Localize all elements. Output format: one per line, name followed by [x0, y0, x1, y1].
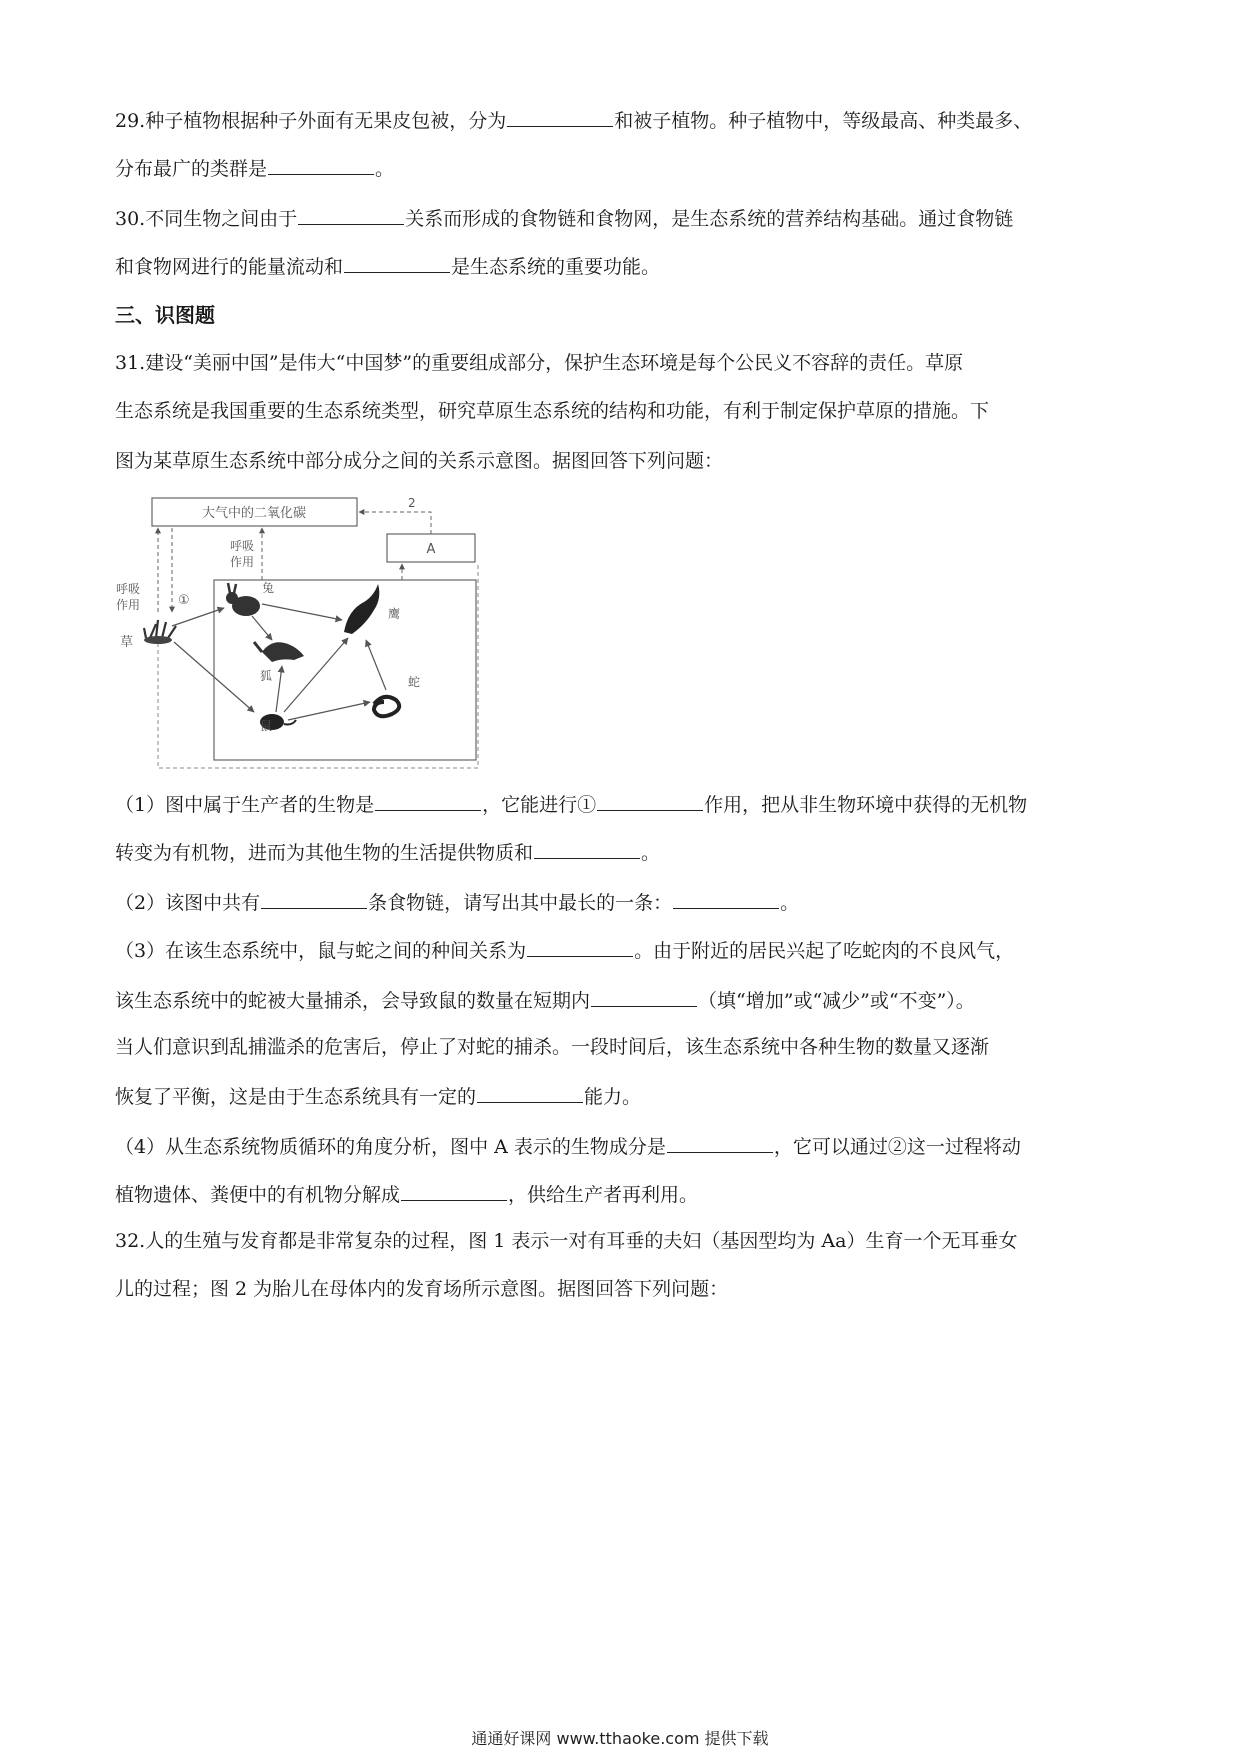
- q32-line-2: 儿的过程；图 2 为胎儿在母体内的发育场所示意图。据图回答下列问题：: [115, 1278, 729, 1300]
- q31-part1-line-1: [115, 790, 1027, 818]
- snake: [374, 697, 399, 716]
- q31-text: （4）从生态系统物质循环的角度分析，图中 A 表示的生物成分是: [115, 1136, 666, 1158]
- q32-line-1: 32.人的生殖与发育都是非常复杂的过程，图 1 表示一对有耳垂的夫妇（基因型均为 Aa）生育一个无耳垂女: [115, 1230, 1018, 1252]
- snake-to-eagle-arrow: [366, 640, 386, 690]
- answer-blank[interactable]: [527, 936, 633, 957]
- answer-blank[interactable]: [597, 790, 703, 811]
- q31-intro-line-3: 图为某草原生态系统中部分成分之间的关系示意图。据图回答下列问题：: [115, 450, 724, 472]
- grass-to-rabbit-arrow: [172, 608, 224, 626]
- fox-label: 狐: [260, 669, 273, 683]
- q31-text: 。: [641, 842, 661, 864]
- page-footer: 通通好课网 www.tthaoke.com 提供下载: [471, 1729, 769, 1748]
- answer-blank[interactable]: [344, 252, 450, 273]
- rabbit-label: 兔: [262, 581, 275, 595]
- q31-text: 该生态系统中的蛇被大量捕杀，会导致鼠的数量在短期内: [115, 990, 591, 1012]
- fox: [254, 642, 304, 662]
- grass: [144, 620, 176, 644]
- q31-part4-line-2: [115, 1180, 698, 1208]
- q30-text: 30.不同生物之间由于: [115, 208, 298, 230]
- answer-blank[interactable]: [401, 1180, 507, 1201]
- q29-line-2: [115, 154, 394, 182]
- q31-text: 。由于附近的居民兴起了吃蛇肉的不良风气，: [634, 940, 1015, 962]
- grass-label: 草: [120, 635, 134, 650]
- q30-line-2: [115, 252, 660, 280]
- answer-blank[interactable]: [667, 1132, 773, 1153]
- q29-text: 29.种子植物根据种子外面有无果皮包被，分为: [115, 110, 507, 132]
- snake-label: 蛇: [408, 675, 421, 689]
- q30-text: 是生态系统的重要功能。: [451, 256, 661, 278]
- q31-text: 植物遗体、粪便中的有机物分解成: [115, 1184, 401, 1206]
- answer-blank[interactable]: [673, 888, 779, 909]
- photosynthesis-label: ①: [178, 593, 190, 608]
- eagle: [344, 584, 379, 634]
- q31-text: 转变为有机物，进而为其他生物的生活提供物质和: [115, 842, 534, 864]
- q29-text: 分布最广的类群是: [115, 158, 268, 180]
- ecosystem-diagram: [112, 490, 482, 772]
- q31-text: （2）该图中共有: [115, 892, 261, 914]
- answer-blank[interactable]: [261, 888, 367, 909]
- respiration-left-label-2: 作用: [116, 598, 141, 612]
- grass-to-decomposer-arrow: [158, 564, 478, 768]
- q29-text: 。: [375, 158, 395, 180]
- co2-box-label: 大气中的二氧化碳: [201, 506, 307, 521]
- q30-text: 和食物网进行的能量流动和: [115, 256, 344, 278]
- q31-text: （3）在该生态系统中，鼠与蛇之间的种间关系为: [115, 940, 527, 962]
- rabbit-to-fox-arrow: [252, 616, 272, 640]
- q30-text: 关系而形成的食物链和食物网，是生态系统的营养结构基础。通过食物链: [405, 208, 1014, 230]
- answer-blank[interactable]: [268, 154, 374, 175]
- q29-text: 和被子植物。种子植物中，等级最高、种类最多、: [614, 110, 1033, 132]
- answer-blank[interactable]: [375, 790, 481, 811]
- q31-text: 能力。: [584, 1086, 642, 1108]
- answer-blank[interactable]: [534, 838, 640, 859]
- mouse-to-snake-arrow: [288, 702, 370, 720]
- eagle-label: 鹰: [388, 607, 401, 621]
- q31-part3-line-3: 当人们意识到乱捕滥杀的危害后，停止了对蛇的捕杀。一段时间后，该生态系统中各种生物的数量又逐渐: [115, 1036, 990, 1058]
- q31-part3-line-4: [115, 1082, 641, 1110]
- q31-text: （填“增加”或“减少”或“不变”）。: [698, 990, 975, 1012]
- q31-text: 。: [780, 892, 800, 914]
- respiration-left-label-1: 呼吸: [116, 582, 141, 596]
- q31-part3-line-2: [115, 986, 975, 1014]
- respiration-mid-label-2: 作用: [230, 555, 255, 569]
- q31-text: ，它可以通过②这一过程将动: [773, 1136, 1021, 1158]
- q31-text: 恢复了平衡，这是由于生态系统具有一定的: [115, 1086, 477, 1108]
- process-2-arrow: [359, 512, 431, 534]
- rabbit-to-eagle-arrow: [262, 604, 342, 620]
- process-2-label: 2: [408, 496, 416, 510]
- q31-intro-line-2: 生态系统是我国重要的生态系统类型，研究草原生态系统的结构和功能，有利于制定保护草原的措施。下: [115, 400, 990, 422]
- decomposer-box-label: A: [426, 542, 436, 557]
- answer-blank[interactable]: [298, 204, 404, 225]
- section-heading: 三、识图题: [115, 303, 215, 327]
- answer-blank[interactable]: [591, 986, 697, 1007]
- answer-blank[interactable]: [477, 1082, 583, 1103]
- q31-part4-line-1: [115, 1132, 1021, 1160]
- q31-part3-line-1: [115, 936, 1014, 964]
- q31-text: ，它能进行①: [482, 794, 597, 816]
- q30-line-1: [115, 204, 1013, 232]
- q31-text: （1）图中属于生产者的生物是: [115, 794, 375, 816]
- q31-text: 条食物链，请写出其中最长的一条：: [368, 892, 673, 914]
- q31-text: ，供给生产者再利用。: [508, 1184, 699, 1206]
- q31-intro-line-1: 31.建设“美丽中国”是伟大“中国梦”的重要组成部分，保护生态环境是每个公民义不容辞的责任。草原: [115, 352, 964, 374]
- respiration-mid-label-1: 呼吸: [230, 539, 255, 553]
- rabbit: [226, 583, 260, 616]
- mouse-label: 鼠: [260, 719, 273, 733]
- answer-blank[interactable]: [507, 106, 613, 127]
- q31-part2-line: [115, 888, 799, 916]
- q31-part1-line-2: [115, 838, 660, 866]
- q29-line-1: [115, 106, 1032, 134]
- mouse-to-fox-arrow: [276, 666, 282, 712]
- q31-text: 作用，把从非生物环境中获得的无机物: [704, 794, 1028, 816]
